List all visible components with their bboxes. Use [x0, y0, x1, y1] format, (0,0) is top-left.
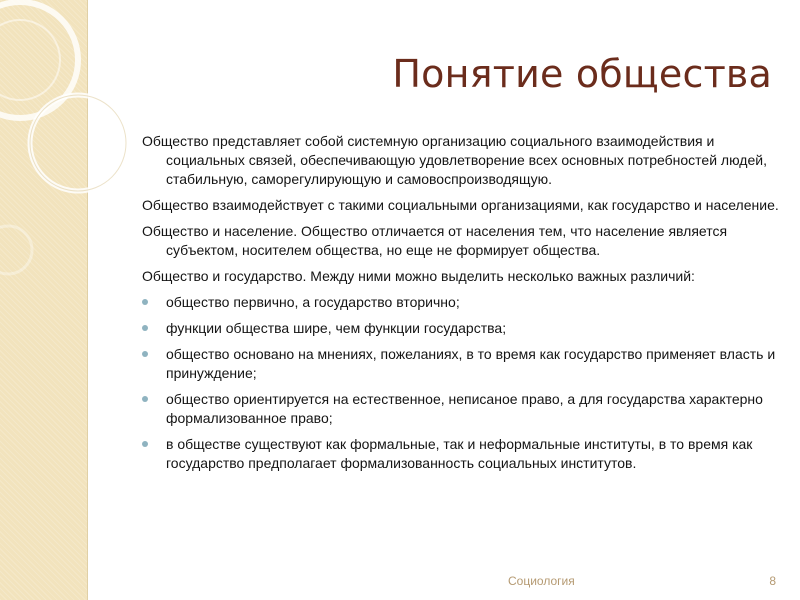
paragraph-society-definition: Общество представляет собой системную организацию социального взаимодействия и социальных связей, обеспечивающую удовлетворение всех основных потребностей людей, стабильную, саморегулирующую и самовоспроизводящую. [142, 133, 767, 187]
bullet-dot-icon [142, 351, 148, 357]
paragraph-society-population: Общество и население. Общество отличается от населения тем, что население является субъектом, носителем общества, но еще не формирует общества. [142, 223, 728, 258]
list-item [142, 435, 782, 473]
slide-title: Понятие общества [392, 52, 772, 96]
list-item-text: в обществе существуют как формальные, так и неформальные институты, в то время как государство предполагает формализованность социальных институтов. [166, 436, 753, 471]
bullet-dot-icon [142, 299, 148, 305]
bullet-dot-icon [142, 441, 148, 447]
paragraph-society-interaction: Общество взаимодействует с такими социальными организациями, как государство и население. [142, 197, 779, 213]
slide-content [142, 132, 782, 480]
list-item [142, 390, 782, 428]
bullet-dot-icon [142, 325, 148, 331]
differences-list [142, 293, 782, 473]
list-item-text: общество основано на мнениях, пожеланиях, в то время как государство применяет власть и принуждение; [166, 346, 776, 381]
list-item [142, 293, 782, 312]
list-item-text: общество первично, а государство вторично; [166, 294, 460, 310]
paragraph-society-state: Общество и государство. Между ними можно выделить несколько важных различий: [142, 268, 695, 284]
decorative-side-band [0, 0, 88, 600]
list-item-text: общество ориентируется на естественное, неписаное право, а для государства характерно формализованное право; [166, 391, 763, 426]
slide-page-number: 8 [769, 574, 776, 588]
list-item [142, 319, 782, 338]
bullet-dot-icon [142, 396, 148, 402]
list-item [142, 345, 782, 383]
footer-subject-label: Социология [508, 574, 575, 588]
list-item-text: функции общества шире, чем функции государства; [166, 320, 507, 336]
